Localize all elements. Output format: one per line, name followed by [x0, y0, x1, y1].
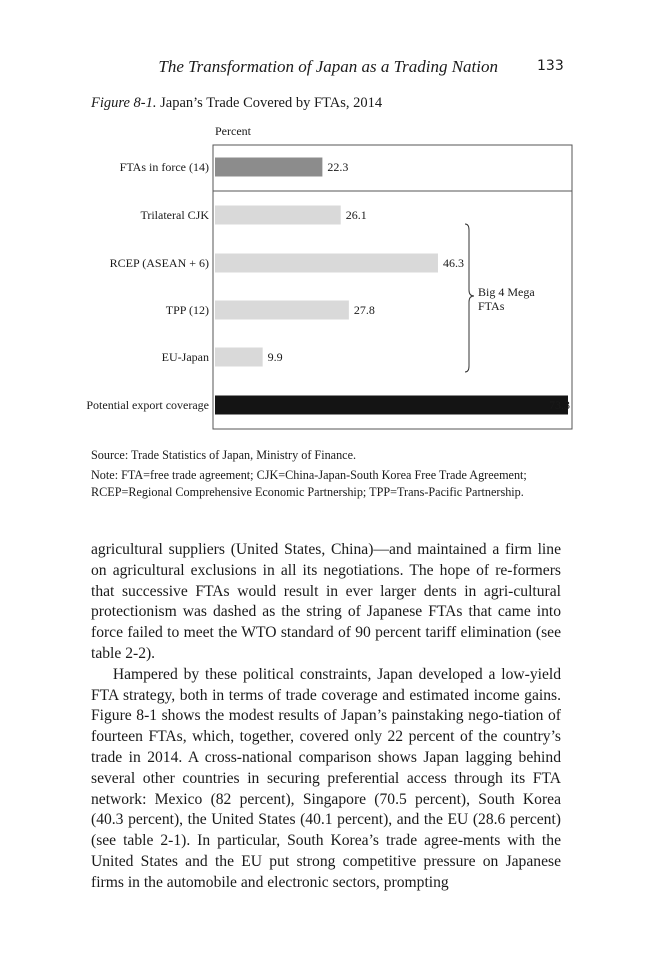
- bar: [215, 301, 349, 320]
- bar: [215, 158, 322, 177]
- bar: [215, 254, 438, 273]
- bar-chart: [0, 0, 650, 440]
- value-label: 46.3: [442, 256, 464, 270]
- running-title: The Transformation of Japan as a Trading Nation: [158, 57, 498, 76]
- figure-note: Note: FTA=free trade agreement; CJK=China-Japan-South Korea Free Trade Agreement; RCEP=Regional Comprehensive Economic Partnership; TPP=Trans-Pacific Partnership.: [91, 468, 527, 499]
- category-label: TPP (12): [165, 303, 209, 317]
- bracket: [465, 224, 474, 372]
- body-text: [91, 540, 561, 894]
- page-number: 133: [537, 58, 564, 74]
- body-paragraph-1: agricultural suppliers (United States, China)—and maintained a firm line on agricultural exclusions in all its negotiations. The hope of re-formers that successive FTAs would result in ever larger dents in agri-cultural protectionism was dashed as the string of Japanese FTAs that came into force failed to meet the WTO standard of 90 percent tariff elimination (see table 2-2).: [91, 541, 561, 662]
- category-label: FTAs in force (14): [119, 160, 209, 174]
- value-label: 27.8: [353, 303, 375, 317]
- figure-title: Japan’s Trade Covered by FTAs, 2014: [160, 95, 383, 111]
- value-label: 73.3: [549, 398, 570, 412]
- axis-unit-label: Percent: [215, 124, 251, 138]
- value-label: 9.9: [267, 350, 283, 364]
- category-label: Potential export coverage: [86, 398, 209, 412]
- bar: [215, 348, 263, 367]
- figure-label: Figure 8-1.: [91, 95, 157, 111]
- bracket-group: [465, 224, 535, 372]
- category-label: EU-Japan: [161, 350, 209, 364]
- bracket-label: FTAs: [478, 299, 505, 313]
- figure-source: Source: Trade Statistics of Japan, Ministry of Finance.: [91, 448, 357, 462]
- value-label: 22.3: [327, 160, 349, 174]
- body-paragraph-2: Hampered by these political constraints, Japan developed a low-yield FTA strategy, both in terms of trade coverage and estimated income gains. Figure 8-1 shows the modest results of Japan’s painstaking nego-tiation of fourteen FTAs, which, together, covered only 22 percent of the country’s trade in 2014. A cross-national comparison shows Japan lagging behind several other countries in securing preferential access through its FTA network: Mexico (82 percent), Singapore (70.5 percent), South Korea (40.3 percent), the United States (40.1 percent), and the EU (28.6 percent) (see table 2-1). In particular, South Korea’s trade agree-ments with the United States and the EU put strong competitive pressure on Japanese firms in the automobile and electronic sectors, prompting: [91, 665, 561, 891]
- bar: [215, 396, 568, 415]
- category-label: RCEP (ASEAN + 6): [109, 256, 209, 270]
- value-label: 26.1: [345, 208, 367, 222]
- category-label: Trilateral CJK: [140, 208, 209, 222]
- bar: [215, 206, 341, 225]
- bracket-label: Big 4 Mega: [478, 285, 535, 299]
